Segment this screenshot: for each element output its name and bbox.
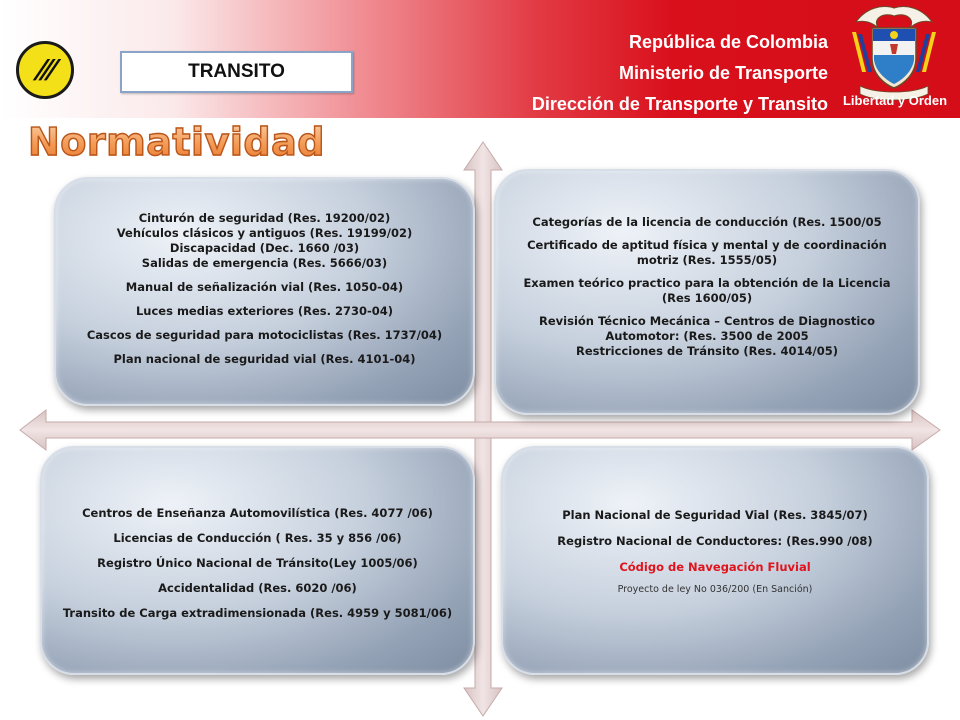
list-item: Salidas de emergencia (Res. 5666/03) — [141, 256, 388, 270]
list-item: Transito de Carga extradimensionada (Res. 4959 y 5081/06) — [62, 606, 453, 620]
list-item: Cinturón de seguridad (Res. 19200/02) — [138, 211, 391, 225]
coat-caption: Libertad y Orden — [842, 93, 948, 108]
list-item: Registro Nacional de Conductores: (Res.990 /08) — [557, 534, 873, 548]
panel-bottom-left — [40, 446, 475, 675]
section-badge: TRANSITO — [120, 51, 353, 93]
mt-logo-icon — [16, 41, 74, 99]
list-item: Manual de señalización vial (Res. 1050-04) — [125, 280, 404, 294]
government-heading — [408, 27, 828, 120]
list-item: Examen teórico practico para la obtención de la Licencia (Res 1600/05) — [523, 276, 891, 305]
list-item: Cascos de seguridad para motociclistas (Res. 1737/04) — [86, 328, 443, 342]
gov-line-ministry: Ministerio de Transporte — [618, 63, 828, 83]
page-title: Normatividad — [28, 120, 325, 164]
list-item: Registro Único Nacional de Tránsito(Ley 1005/06) — [97, 556, 418, 570]
gov-line-direction: Dirección de Transporte y Transito — [531, 94, 828, 114]
list-item: Vehículos clásicos y antiguos (Res. 19199/02) — [116, 226, 413, 240]
list-item-note: Proyecto de ley No 036/200 (En Sanción) — [617, 584, 813, 595]
panel-top-right — [494, 169, 920, 415]
list-item: Revisión Técnico Mecánica – Centros de Diagnostico Automotor: (Res. 3500 de 2005 — [539, 314, 875, 343]
list-item: Centros de Enseñanza Automovilística (Res. 4077 /06) — [82, 506, 433, 520]
list-item: Accidentalidad (Res. 6020 /06) — [158, 581, 357, 595]
gov-line-republic: República de Colombia — [628, 32, 828, 52]
list-item: Plan nacional de seguridad vial (Res. 4101-04) — [113, 352, 416, 366]
list-item: Plan Nacional de Seguridad Vial (Res. 3845/07) — [562, 508, 868, 522]
panel-top-left — [54, 177, 475, 406]
list-item: Restricciones de Tránsito (Res. 4014/05) — [576, 344, 838, 358]
list-item: Categorías de la licencia de conducción (Res. 1500/05 — [532, 215, 882, 229]
panel-bottom-right — [501, 446, 929, 675]
list-item: Certificado de aptitud física y mental y de coordinación motriz (Res. 1555/05) — [527, 238, 887, 267]
logo-mark: /// — [34, 55, 56, 85]
list-item: Luces medias exteriores (Res. 2730-04) — [135, 304, 394, 318]
list-item-highlight: Código de Navegación Fluvial — [619, 560, 811, 574]
list-item: Licencias de Conducción ( Res. 35 y 856 /06) — [113, 531, 402, 545]
list-item: Discapacidad (Dec. 1660 /03) — [169, 241, 360, 255]
